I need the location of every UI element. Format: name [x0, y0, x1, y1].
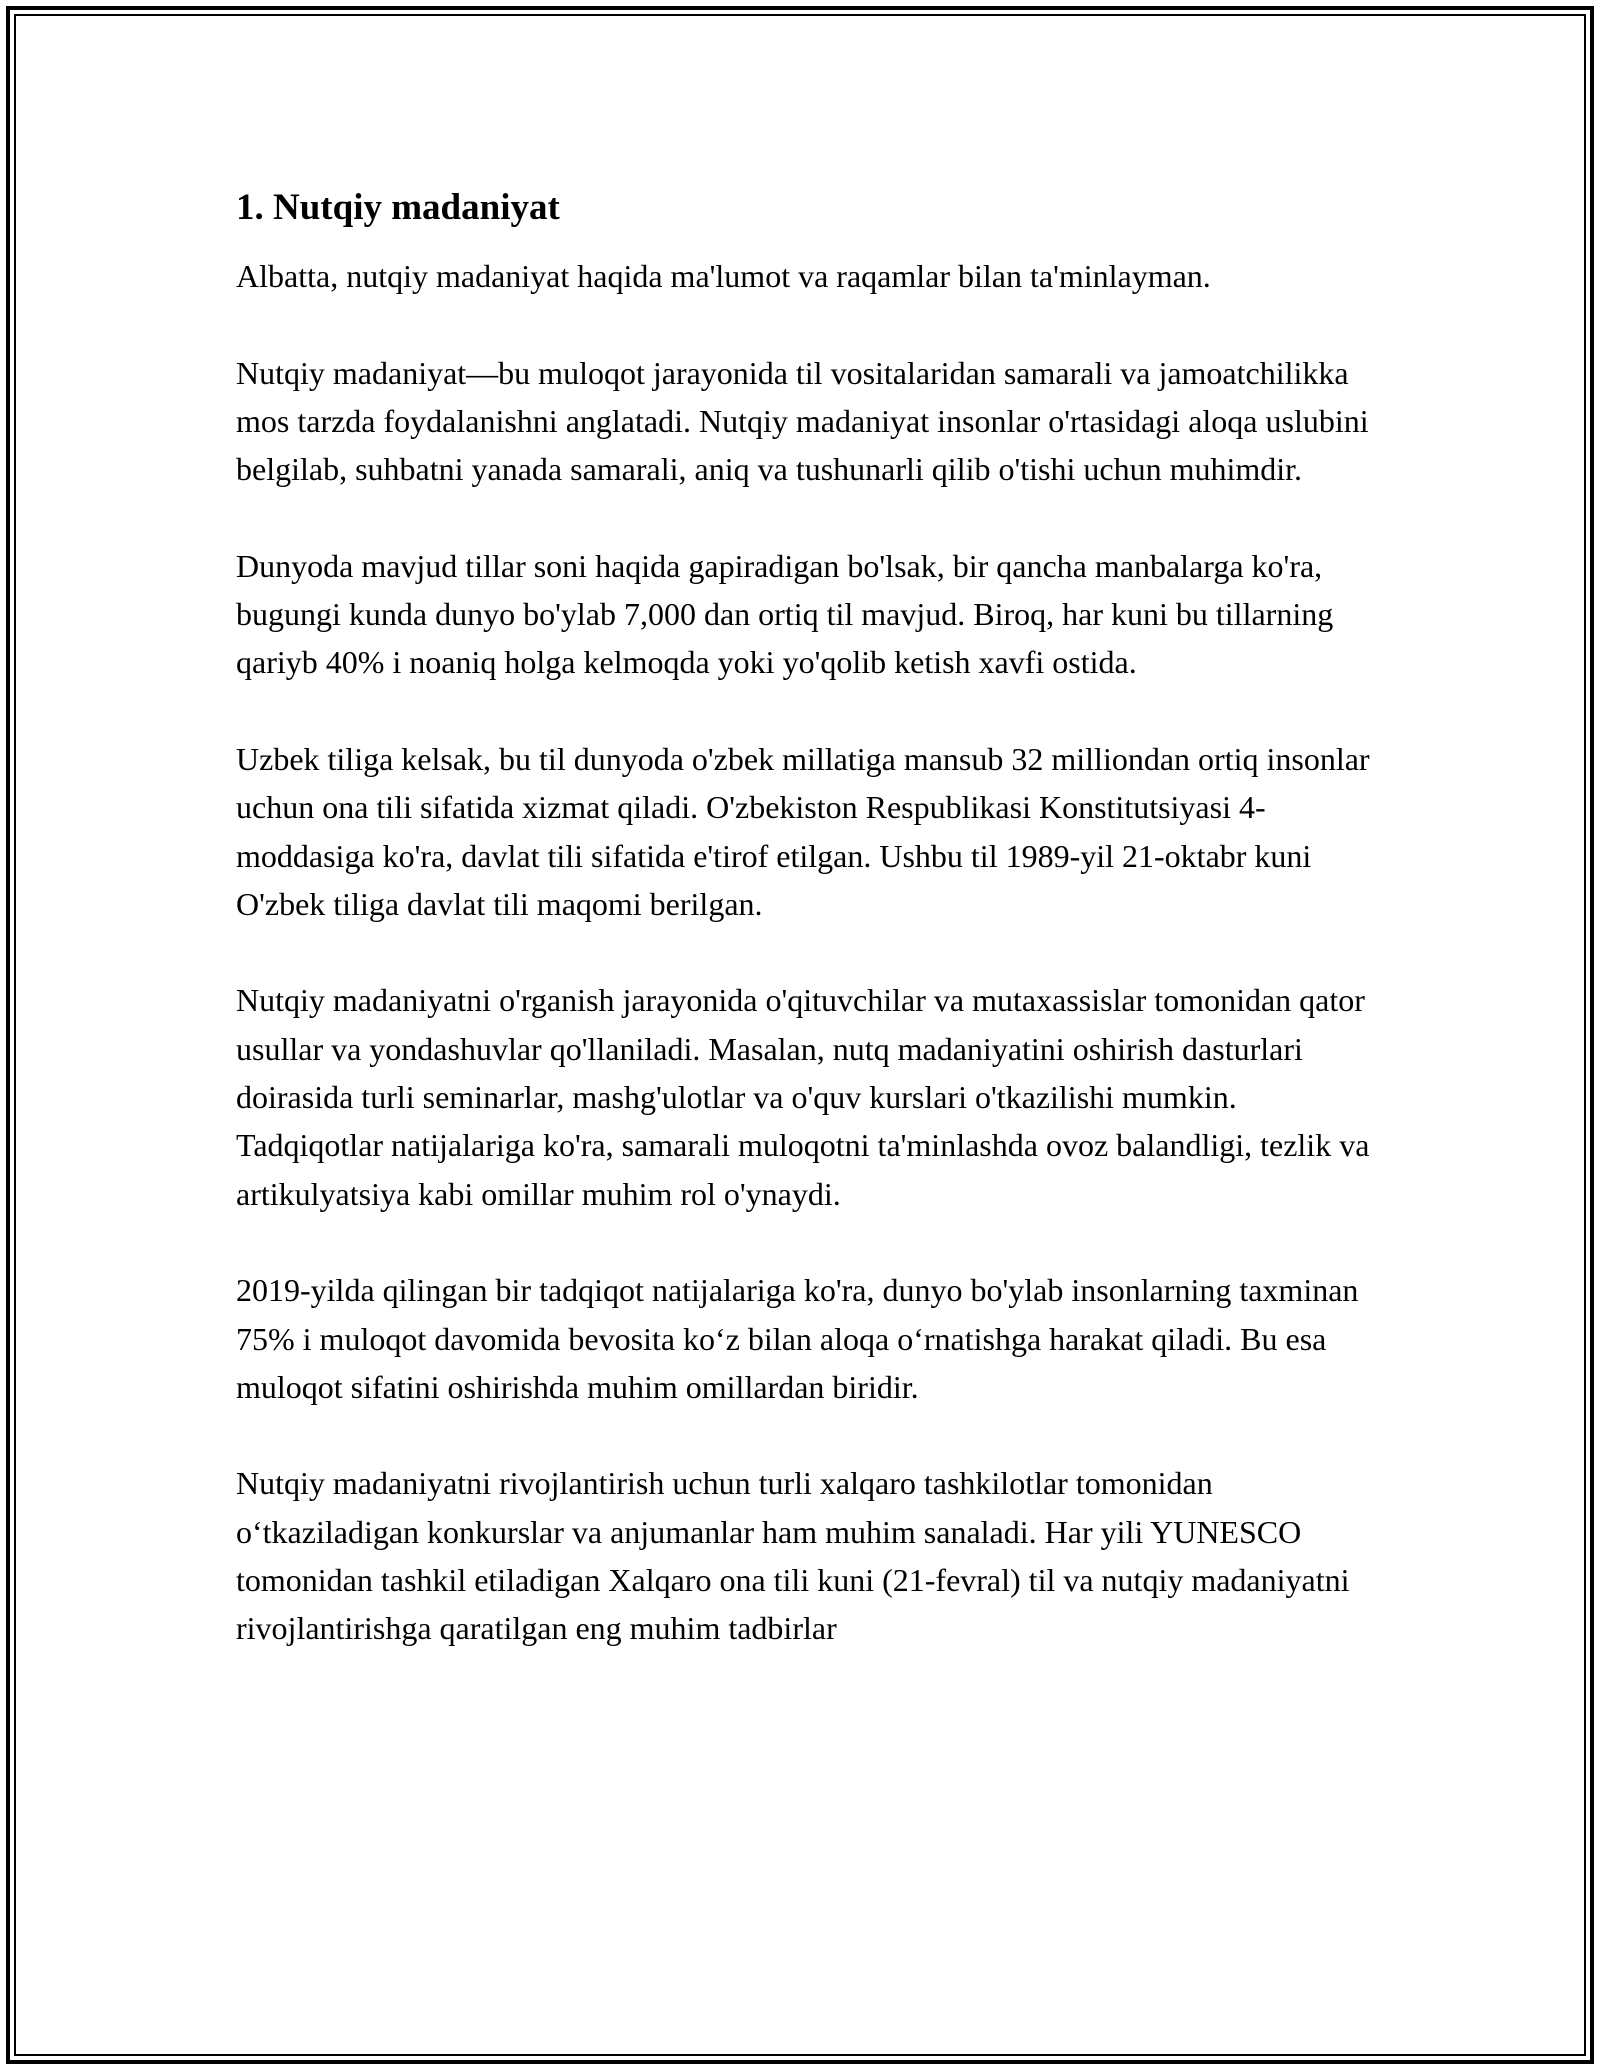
section-heading: 1. Nutqiy madaniyat — [236, 187, 560, 228]
paragraph-definition: Nutqiy madaniyat—bu muloqot jarayonida til vositalaridan samarali va jamoatchilikka mos tarzda foydalanishni anglatadi. Nutqiy madaniyat insonlar o'rtasidagi aloqa uslubini belgilab, suhbatni yanada samarali, aniq va tushunarli qilib o'tishi uchun muhimdir. — [236, 354, 1369, 488]
document-body — [236, 186, 1376, 1701]
paragraph-international-events: Nutqiy madaniyatni rivojlantirish uchun turli xalqaro tashkilotlar tomonidan o‘tkaziladigan konkurslar va anjumanlar ham muhim sanaladi. Har yili YUNESCO tomonidan tashkil etiladigan Xalqaro ona tili kuni (21-fevral) til va nutqiy madaniyatni rivojlantirishga qaratilgan eng muhim tadbirlar — [236, 1465, 1350, 1647]
paragraph-world-languages: Dunyoda mavjud tillar soni haqida gapiradigan bo'lsak, bir qancha manbalarga ko'ra, bugungi kunda dunyo bo'ylab 7,000 dan ortiq til mavjud. Biroq, har kuni bu tillarning qariyb 40% i noaniq holga kelmoqda yoki yo'qolib ketish xavfi ostida. — [236, 547, 1334, 681]
paragraph-uzbek-language: Uzbek tiliga kelsak, bu til dunyoda o'zbek millatiga mansub 32 milliondan ortiq insonlar uchun ona tili sifatida xizmat qiladi. O'zbekiston Respublikasi Konstitutsiyasi 4-moddasiga ko'ra, davlat tili sifatida e'tirof etilgan. Ushbu til 1989-yil 21-oktabr kuni O'zbek tiliga davlat tili maqomi berilgan. — [236, 740, 1370, 922]
paragraph-learning-methods: Nutqiy madaniyatni o'rganish jarayonida o'qituvchilar va mutaxassislar tomonidan qator usullar va yondashuvlar qo'llaniladi. Masalan, nutq madaniyatini oshirish dasturlari doirasida turli seminarlar, mashg'ulotlar va o'quv kurslari o'tkazilishi mumkin. Tadqiqotlar natijalariga ko'ra, samarali muloqotni ta'minlashda ovoz balandligi, tezlik va artikulyatsiya kabi omillar muhim rol o'ynaydi. — [236, 982, 1370, 1212]
paragraph-intro: Albatta, nutqiy madaniyat haqida ma'lumot va raqamlar bilan ta'minlayman. — [236, 258, 1211, 294]
paragraph-research-2019: 2019-yilda qilingan bir tadqiqot natijalariga ko'ra, dunyo bo'ylab insonlarning taxminan 75% i muloqot davomida bevosita ko‘z bilan aloqa o‘rnatishga harakat qiladi. Bu esa muloqot sifatini oshirishda muhim omillardan biridir. — [236, 1272, 1359, 1405]
